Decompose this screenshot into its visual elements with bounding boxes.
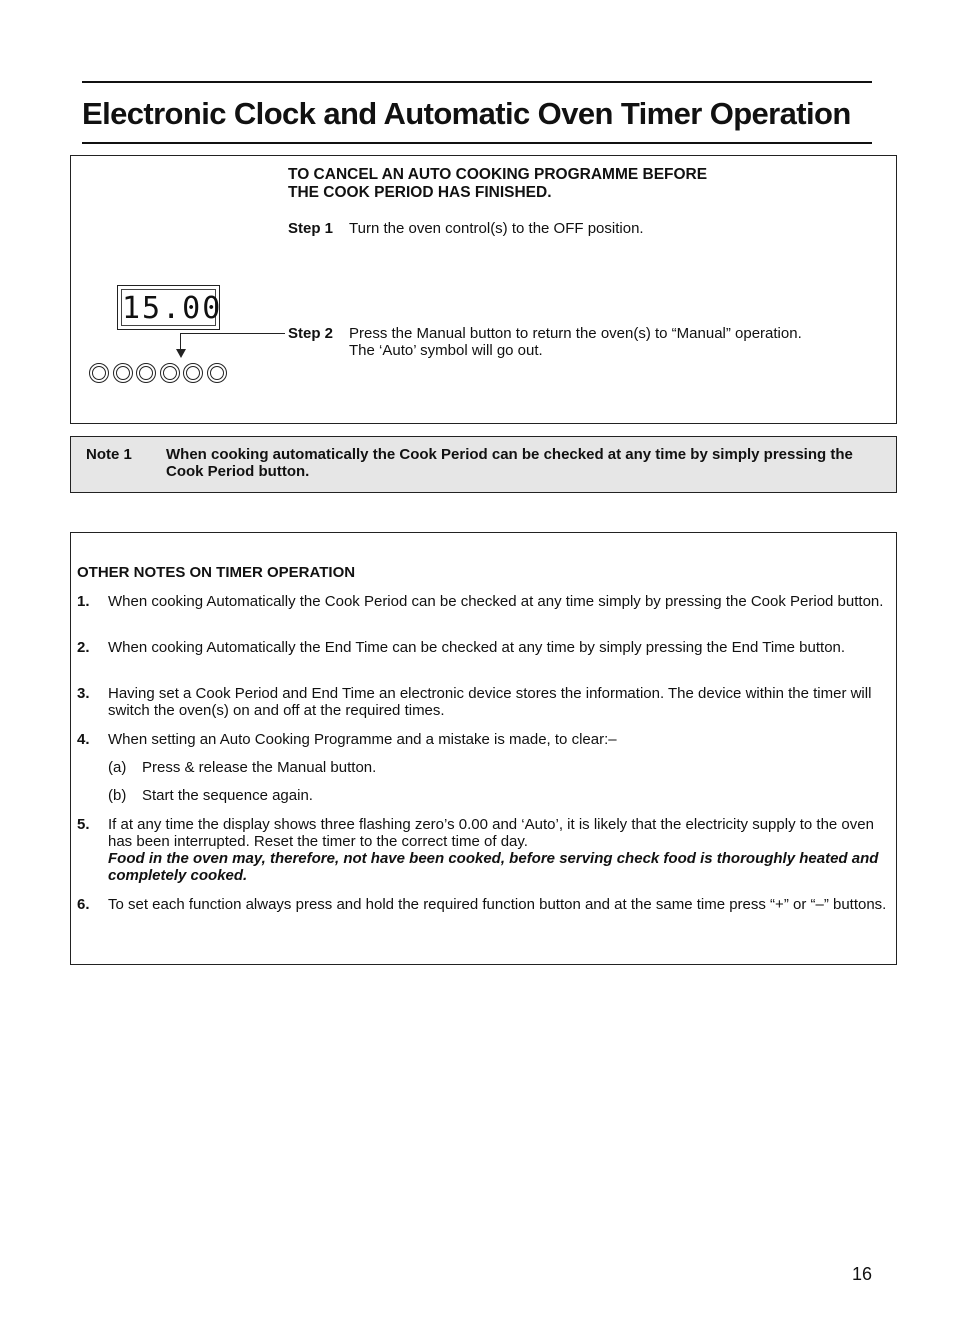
cancel-heading-line2: THE COOK PERIOD HAS FINISHED. — [288, 184, 552, 201]
page-title: Electronic Clock and Automatic Oven Timer Operation — [82, 96, 851, 131]
arrow-down-icon — [176, 349, 186, 358]
note-item-4b-text: Start the sequence again. — [142, 787, 313, 804]
note-panel — [70, 436, 897, 493]
note-item-3-number: 3. — [77, 685, 90, 702]
note-item-5-body — [108, 816, 888, 884]
step-2-text-line1: Press the Manual button to return the oven(s) to “Manual” operation. — [349, 325, 802, 342]
note-item-5-number: 5. — [77, 816, 90, 833]
timer-display — [117, 285, 223, 330]
title-underline — [82, 142, 872, 144]
cancel-heading-line1: TO CANCEL AN AUTO COOKING PROGRAMME BEFORE — [288, 166, 708, 183]
timer-button-row — [89, 363, 231, 387]
note-item-3-text: Having set a Cook Period and End Time an electronic device stores the information. The device within the timer will switch the oven(s) on and off at the required times. — [108, 685, 872, 719]
note-item-4a-label: (a) — [108, 759, 127, 776]
timer-display-reading: 15.00 — [122, 291, 223, 326]
step-2-label: Step 2 — [288, 325, 334, 342]
note-item-1-number: 1. — [77, 593, 90, 610]
top-rule — [82, 81, 872, 83]
note-item-5-warning: Food in the oven may, therefore, not have been cooked, before serving check food is thoroughly heated and completely cooked. — [108, 850, 879, 884]
note-item-5-text: If at any time the display shows three flashing zero’s 0.00 and ‘Auto’, it is likely that the electricity supply to the oven has been interrupted. Reset the timer to the correct time of day. — [108, 816, 874, 850]
other-notes-heading: OTHER NOTES ON TIMER OPERATION — [77, 564, 356, 581]
note-item-6-text: To set each function always press and hold the required function button and at the same time press “+” or “–” buttons. — [108, 896, 887, 913]
page-number: 16 — [851, 1264, 872, 1284]
timer-button-4-icon — [160, 363, 180, 383]
timer-button-6-icon — [207, 363, 227, 383]
note-item-1-text: When cooking Automatically the Cook Period can be checked at any time simply by pressing the Cook Period button. — [108, 593, 884, 610]
step-2-text — [349, 325, 879, 359]
note-item-4a-text: Press & release the Manual button. — [142, 759, 377, 776]
note-item-4-number: 4. — [77, 731, 90, 748]
cancel-heading — [288, 166, 848, 202]
cancel-programme-panel — [70, 155, 897, 424]
pointer-line — [180, 333, 285, 334]
note-item-6-number: 6. — [77, 896, 90, 913]
timer-button-2-icon — [113, 363, 133, 383]
step-2-text-line2: The ‘Auto’ symbol will go out. — [349, 342, 543, 359]
other-notes-panel — [70, 532, 897, 965]
timer-button-5-icon — [183, 363, 203, 383]
note-label: Note 1 — [86, 446, 132, 463]
timer-button-3-icon — [136, 363, 156, 383]
timer-button-1-icon — [89, 363, 109, 383]
note-item-4b-label: (b) — [108, 787, 127, 804]
note-text: When cooking automatically the Cook Period can be checked at any time by simply pressing the Cook Period button. — [166, 446, 853, 480]
note-item-4-text: When setting an Auto Cooking Programme and a mistake is made, to clear:– — [108, 731, 617, 748]
note-item-2-text: When cooking Automatically the End Time can be checked at any time by simply pressing the End Time button. — [108, 639, 846, 656]
step-1-label: Step 1 — [288, 220, 334, 237]
note-item-2-number: 2. — [77, 639, 90, 656]
step-1-text: Turn the oven control(s) to the OFF position. — [349, 220, 644, 237]
